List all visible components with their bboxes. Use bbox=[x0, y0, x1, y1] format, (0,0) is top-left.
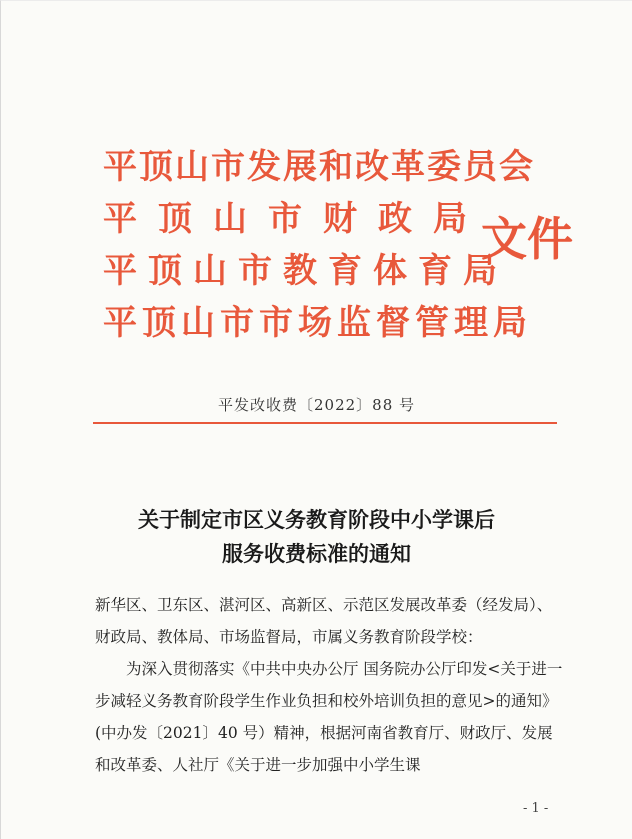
issuer-development-reform-commission: 平顶山市发展和改革委员会 bbox=[103, 147, 535, 187]
red-header bbox=[103, 141, 573, 351]
document-suffix: 文件 bbox=[481, 212, 573, 266]
document-body bbox=[95, 589, 565, 781]
recipients-paragraph: 新华区、卫东区、湛河区、高新区、示范区发展改革委（经发局）、财政局、教体局、市场监督局，市属义务教育阶段学校： bbox=[95, 596, 553, 646]
body-paragraph: 为深入贯彻落实《中共中央办公厅 国务院办公厅印发<关于进一步减轻义务教育阶段学生作业负担和校外培训负担的意见>的通知》(中办发〔2021〕40 号）精神，根据河南省教育厅、财政厅、发展和改革委、人社厅《关于进一步加强中小学生课 bbox=[95, 660, 563, 774]
document-number: 平发改收费〔2022〕88 号 bbox=[217, 396, 416, 414]
page-number: - 1 - bbox=[523, 801, 549, 816]
title-line-2: 服务收费标准的通知 bbox=[222, 541, 411, 566]
issuer-education-sports-bureau: 平顶山市教育体育局 bbox=[103, 251, 508, 291]
issuer-market-supervision-bureau: 平顶山市市场监督管理局 bbox=[103, 303, 532, 343]
document-title bbox=[1, 503, 632, 571]
title-line-1: 关于制定市区义务教育阶段中小学课后 bbox=[138, 507, 495, 532]
red-divider bbox=[93, 422, 557, 424]
issuer-finance-bureau: 平顶山市财政局 bbox=[103, 199, 488, 239]
